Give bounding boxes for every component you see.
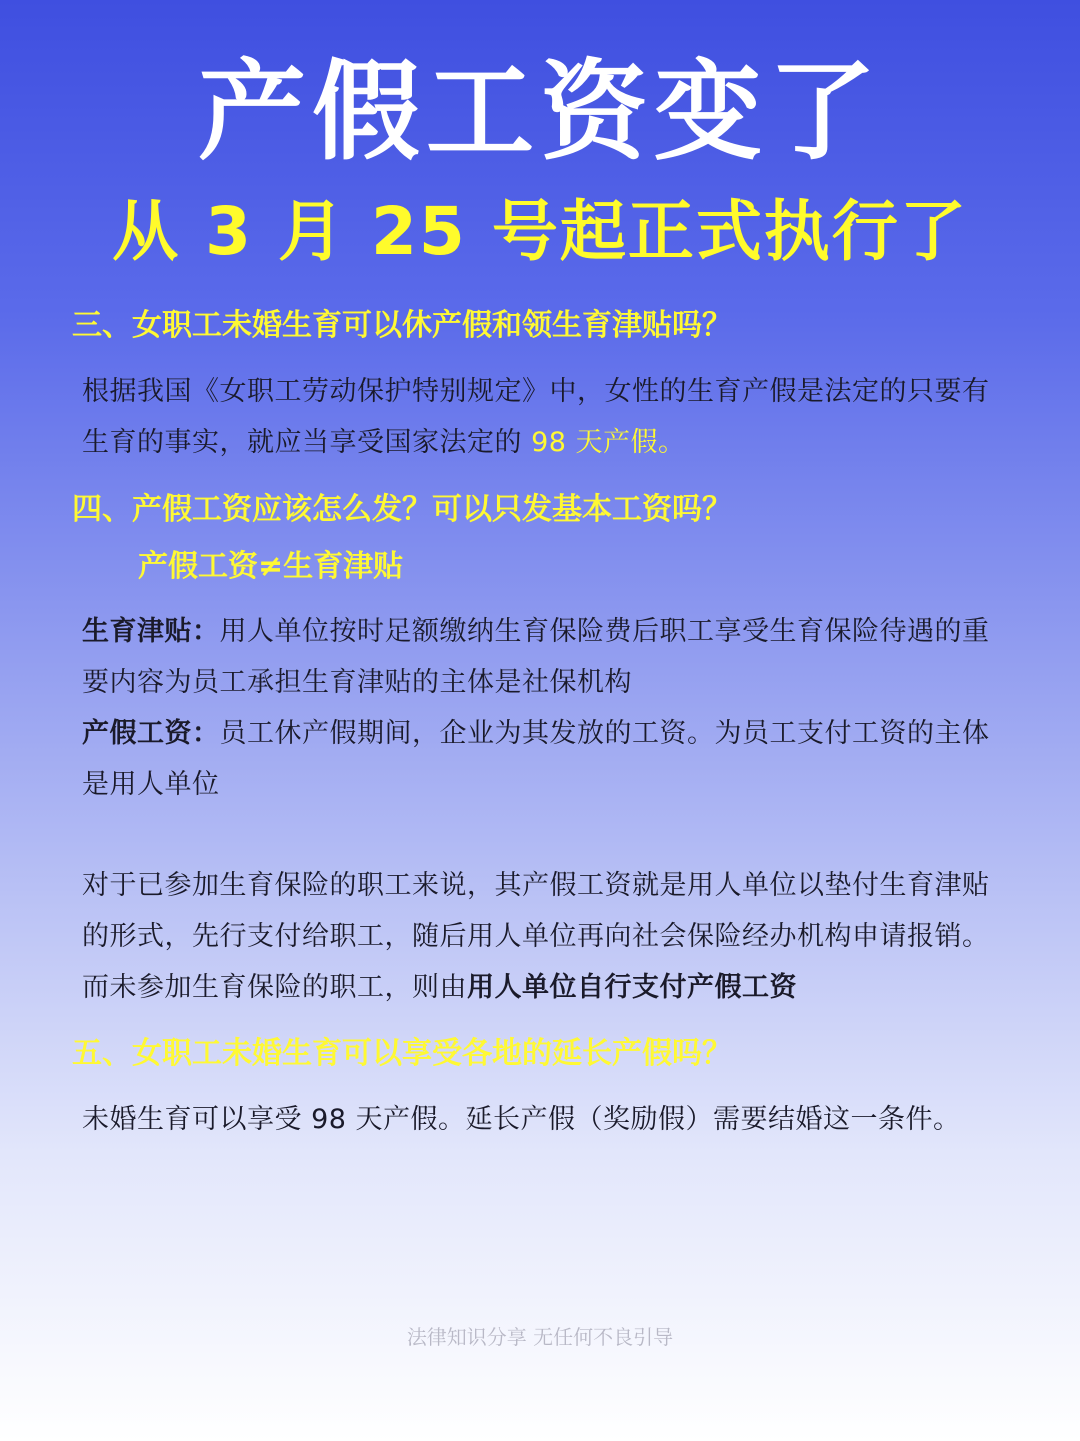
section3-text: 根据我国《女职工劳动保护特别规定》中，女性的生育产假是法定的只要有生育的事实，就应当享受国家法定的 bbox=[82, 376, 990, 458]
section5-heading: 五、女职工未婚生育可以享受各地的延长产假吗？ bbox=[72, 1036, 732, 1071]
page-title: 产假工资变了 bbox=[197, 50, 882, 175]
section4-subheading: 产假工资≠生育津贴 bbox=[138, 549, 404, 584]
section4-text: 对于已参加生育保险的职工来说，其产假工资就是用人单位以垫付生育津贴的形式，先行支付给职工，随后用人单位再向社会保险经办机构申请报销。而未参加生育保险的职工，则由 bbox=[82, 870, 990, 1003]
section4-paragraph bbox=[82, 860, 1002, 1013]
section4-heading: 四、产假工资应该怎么发？可以只发基本工资吗？ bbox=[72, 492, 732, 527]
section5-paragraph: 未婚生育可以享受 98 天产假。延长产假（奖励假）需要结婚这一条件。 bbox=[82, 1104, 961, 1135]
section3-heading: 三、女职工未婚生育可以休产假和领生育津贴吗？ bbox=[72, 308, 732, 343]
definition-maternity-allowance bbox=[82, 606, 1002, 810]
page-subtitle: 从 3 月 25 号起正式执行了 bbox=[112, 193, 968, 270]
section3-paragraph bbox=[82, 366, 1002, 468]
section4-bold-text: 用人单位自行支付产假工资 bbox=[467, 972, 797, 1003]
section3-highlight: 98 天产假。 bbox=[531, 427, 686, 458]
definition-term: 生育津贴： bbox=[82, 616, 220, 647]
definition-text: 用人单位按时足额缴纳生育保险费后职工享受生育保险待遇的重要内容为员工承担生育津贴的主体是社保机构 bbox=[82, 616, 990, 698]
footer-note: 法律知识分享 无任何不良引导 bbox=[406, 1325, 674, 1349]
definition-text: 员工休产假期间，企业为其发放的工资。为员工支付工资的主体是用人单位 bbox=[82, 718, 990, 800]
definition-term: 产假工资： bbox=[82, 718, 220, 749]
